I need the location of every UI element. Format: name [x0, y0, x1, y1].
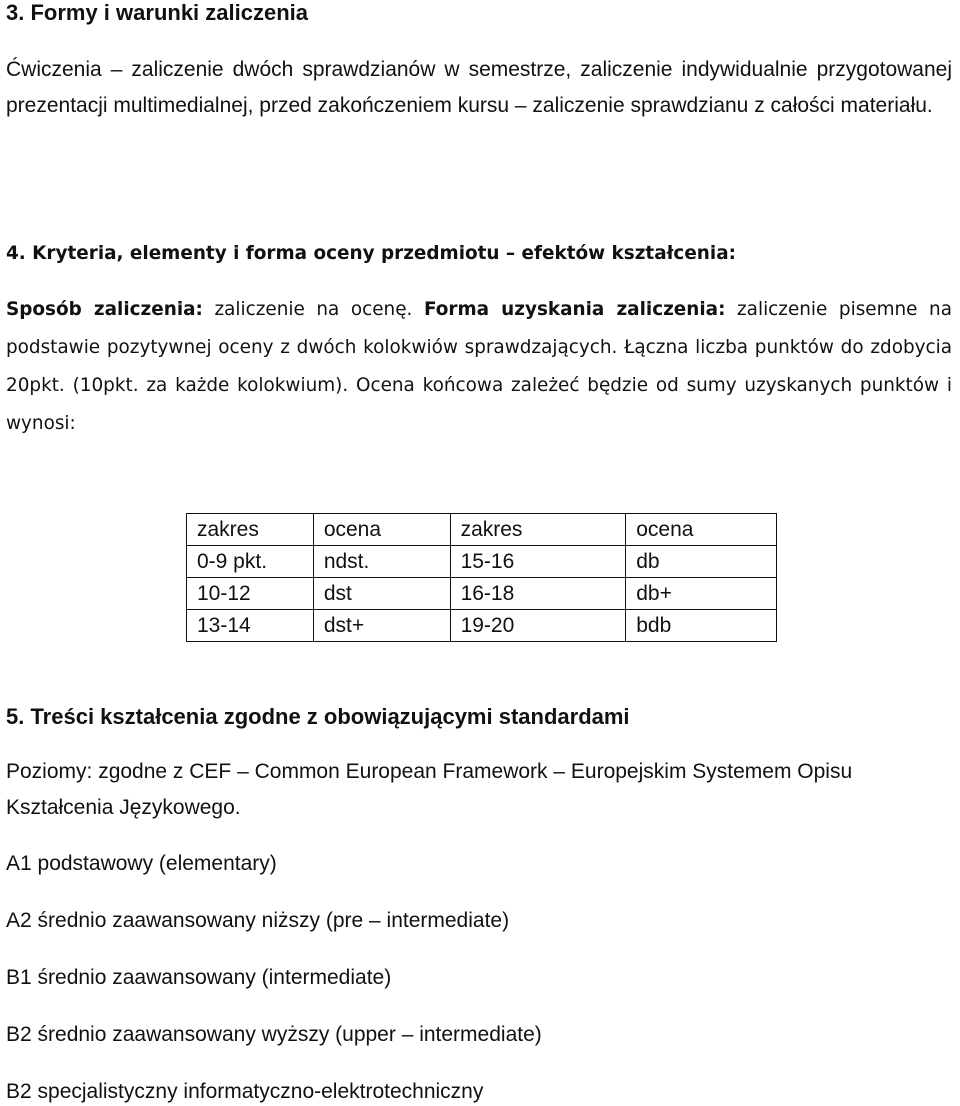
method-value: zaliczenie na ocenę. — [202, 299, 424, 320]
table-cell: 19-20 — [450, 610, 626, 642]
table-row — [187, 578, 777, 610]
method-label: Sposób zaliczenia: — [6, 299, 203, 320]
grade-table — [186, 513, 777, 642]
header-cell: ocena — [313, 514, 450, 546]
header-cell: zakres — [450, 514, 626, 546]
level-item: A2 średnio zaawansowany niższy (pre – intermediate) — [6, 909, 510, 932]
form-value: zaliczenie pisemne na podstawie pozytywnej oceny z dwóch kolokwiów sprawdzających. Łączna liczba punktów do zdobycia 20pkt. (10pkt. za każde kolokwium). Ocena końcowa zależeć będzie od sumy uzyskanych punktów i wynosi: — [6, 299, 952, 434]
table-cell: ndst. — [313, 546, 450, 578]
table-row — [187, 546, 777, 578]
table-cell: 0-9 pkt. — [187, 546, 314, 578]
form-label: Forma uzyskania zaliczenia: — [423, 299, 726, 320]
section-4-heading: 4. Kryteria, elementy i forma oceny przedmiotu – efektów kształcenia: — [6, 243, 736, 264]
level-item: B2 specjalistyczny informatyczno-elektrotechniczny — [6, 1080, 484, 1103]
level-item: A1 podstawowy (elementary) — [6, 852, 277, 875]
section-5-paragraph: Poziomy: zgodne z CEF – Common European Framework – Europejskim Systemem Opisu Kształcenia Językowego. — [6, 760, 853, 819]
table-cell: 16-18 — [450, 578, 626, 610]
table-cell: 10-12 — [187, 578, 314, 610]
table-cell: bdb — [626, 610, 777, 642]
level-item: B1 średnio zaawansowany (intermediate) — [6, 966, 392, 989]
level-item: B2 średnio zaawansowany wyższy (upper – intermediate) — [6, 1023, 542, 1046]
table-row — [187, 610, 777, 642]
table-cell: 13-14 — [187, 610, 314, 642]
header-cell: zakres — [187, 514, 314, 546]
table-cell: db — [626, 546, 777, 578]
section-3-paragraph: Ćwiczenia – zaliczenie dwóch sprawdzianów w semestrze, zaliczenie indywidualnie przygotowanej prezentacji multimedialnej, przed zakończeniem kursu – zaliczenie sprawdzianu z całości materiału. — [6, 58, 952, 117]
section-3-heading: 3. Formy i warunki zaliczenia — [6, 0, 308, 25]
table-cell: 15-16 — [450, 546, 626, 578]
header-cell: ocena — [626, 514, 777, 546]
section-5-heading: 5. Treści kształcenia zgodne z obowiązującymi standardami — [6, 704, 630, 729]
section-4-paragraph — [6, 291, 952, 443]
table-cell: dst — [313, 578, 450, 610]
table-header-row — [187, 514, 777, 546]
table-cell: dst+ — [313, 610, 450, 642]
table-cell: db+ — [626, 578, 777, 610]
